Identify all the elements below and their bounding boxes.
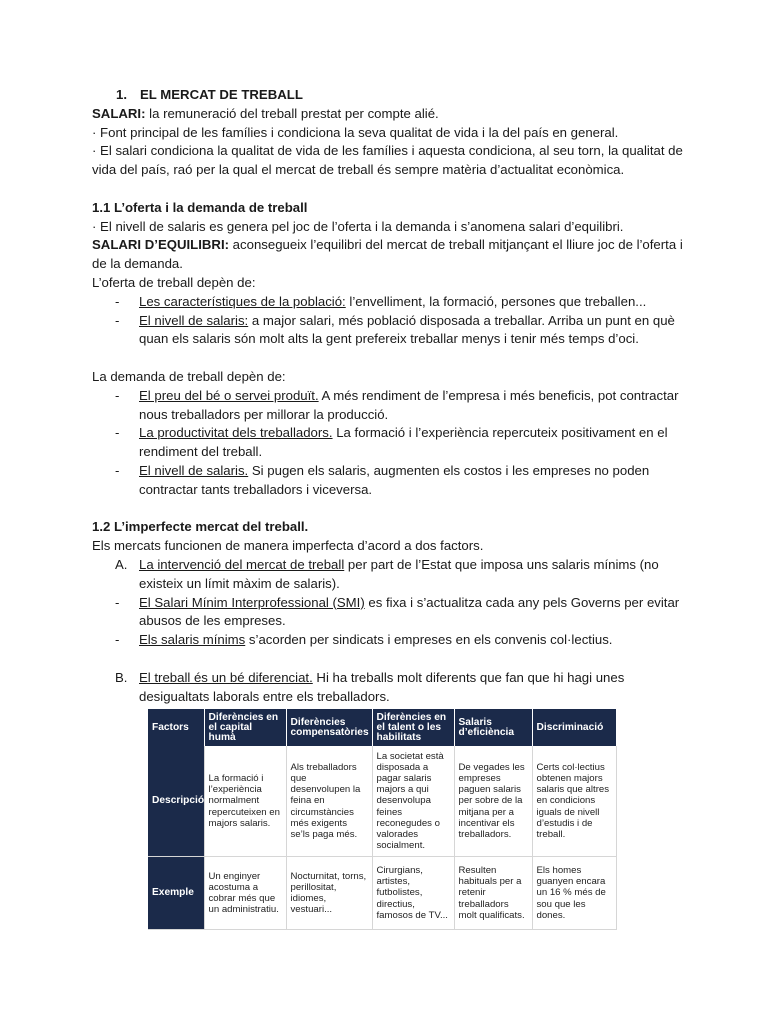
document-body <box>92 86 682 706</box>
oferta-item <box>92 293 682 312</box>
demanda-item-text: Si pugen els salaris, augmenten els costos i les empreses no poden <box>248 462 650 478</box>
table-header-cell: Salaris d’eficiència <box>454 709 532 746</box>
table-cell: Resulten habituals per a retenir treballadors molt qualificats. <box>454 857 532 930</box>
factors-table <box>148 709 617 930</box>
table-row-label: Descripció <box>148 746 204 857</box>
salari-equilibri-definition <box>92 236 682 255</box>
factor-a-item-term: Els salaris mínims <box>139 632 246 648</box>
factor-a-item-term: El Salari Mínim Interprofessional (SMI) <box>139 594 365 610</box>
table-row <box>148 746 616 857</box>
salari-equilibri-continuation: de la demanda. <box>92 256 183 272</box>
factor-a <box>92 556 682 575</box>
table-cell: Cirurgians, artistes, futbolistes, directius, famosos de TV... <box>372 857 454 930</box>
factor-a-item-continuation: abusos de les empreses. <box>139 613 286 629</box>
table-cell: De vegades les empreses paguen salaris per sobre de la mitjana per a incentivar els treballadors. <box>454 746 532 857</box>
demanda-item-continuation: rendiment del treball. <box>139 444 263 460</box>
dash-marker: - <box>115 632 120 648</box>
demanda-item-text: La formació i l’experiència repercuteix positivament en el <box>332 425 668 441</box>
demanda-item-term: El nivell de salaris. <box>139 462 249 478</box>
demanda-item-continuation: nous treballadors per millorar la producció. <box>139 406 389 422</box>
table-cell: Un enginyer acostuma a cobrar més que un administratiu. <box>204 857 286 930</box>
demanda-item-text: A més rendiment de l’empresa i més beneficis, pot contractar <box>318 387 679 403</box>
factor-b-marker: B. <box>115 669 128 685</box>
table-cell: La societat està disposada a pagar salaris majors a qui desenvolupa feines reconegudes o valorades socialment. <box>372 746 454 857</box>
demanda-item <box>92 424 682 443</box>
table-cell: Els homes guanyen encara un 16 % més de sou que les dones. <box>532 857 616 930</box>
oferta-item-term: Les característiques de la població: <box>139 293 346 309</box>
table-header-cell: Factors <box>148 709 204 746</box>
demanda-item <box>92 387 682 406</box>
salari-definition <box>92 105 682 124</box>
dash-marker: - <box>115 312 120 328</box>
oferta-item <box>92 312 682 331</box>
dash-marker: - <box>115 293 120 309</box>
oferta-item-text: l’envelliment, la formació, persones que treballen... <box>345 293 647 309</box>
table-cell: La formació i l’experiència normalment repercuteixen en majors salaris. <box>204 746 286 857</box>
oferta-item-text: a major salari, més població disposada a treballar. Arriba un punt en què <box>248 312 675 328</box>
section-1-number: 1. <box>116 87 127 102</box>
section-1-bullet-1: · Font principal de les famílies i condiciona la seva qualitat de vida i la del país en general. <box>92 124 619 140</box>
factor-a-continuation: existeix un límit màxim de salaris). <box>139 575 340 591</box>
factor-b-continuation: desigualtats laborals entre els treballadors. <box>139 688 390 704</box>
table-cell: Certs col·lectius obtenen majors salaris que altres en condicions iguals de nivell d’estudis i de treball. <box>532 746 616 857</box>
factor-b <box>92 669 682 688</box>
table-cell: Als treballadors que desenvolupen la feina en circumstàncies més exigents se’ls paga més. <box>286 746 372 857</box>
salari-equilibri-label: SALARI D’EQUILIBRI: <box>92 237 230 253</box>
demanda-item-continuation: contractar tants treballadors i viceversa. <box>139 481 373 497</box>
factor-a-item-text: es fixa i s’actualitza cada any pels Governs per evitar <box>364 594 680 610</box>
table-header-cell: Diferències compensatòries <box>286 709 372 746</box>
section-1-bullet-2-line-2: vida del país, raó per la qual el mercat de treball és sempre matèria d’actualitat econòmica. <box>92 162 625 178</box>
factor-a-marker: A. <box>115 556 128 572</box>
section-1-heading <box>92 86 682 105</box>
oferta-item-term: El nivell de salaris: <box>139 312 249 328</box>
salari-equilibri-text: aconsegueix l’equilibri del mercat de treball mitjançant el lliure joc de l’oferta i <box>229 237 683 253</box>
table-header-cell: Diferències en el talent o les habilitats <box>372 709 454 746</box>
dash-marker: - <box>115 462 120 478</box>
factor-a-term: La intervenció del mercat de treball <box>139 556 345 572</box>
dash-marker: - <box>115 387 120 403</box>
demanda-item-term: La productivitat dels treballadors. <box>139 425 333 441</box>
factor-a-item <box>92 594 682 613</box>
factor-b-term: El treball és un bé diferenciat. <box>139 669 313 685</box>
table-cell: Nocturnitat, torns, perillositat, idiomes, vestuari... <box>286 857 372 930</box>
demanda-item-term: El preu del bé o servei produït. <box>139 387 319 403</box>
table-header-cell: Discriminació <box>532 709 616 746</box>
dash-marker: - <box>115 425 120 441</box>
section-1-1-heading: 1.1 L’oferta i la demanda de treball <box>92 199 308 215</box>
factor-a-item <box>92 631 682 650</box>
table-header-row <box>148 709 616 746</box>
table-header-cell: Diferències en el capital humà <box>204 709 286 746</box>
oferta-item-continuation: quan els salaris són molt alts la gent prefereix treballar menys i tenir més temps d’oci. <box>139 331 639 347</box>
section-1-bullet-2-line-1: · El salari condiciona la qualitat de vida de les famílies i aquesta condiciona, al seu torn, la qualitat de <box>92 143 683 159</box>
table-row <box>148 857 616 930</box>
salari-text: la remuneració del treball prestat per compte alié. <box>145 105 439 121</box>
table-row-label: Exemple <box>148 857 204 930</box>
dash-marker: - <box>115 594 120 610</box>
factor-a-text: per part de l’Estat que imposa uns salaris mínims (no <box>344 556 659 572</box>
oferta-intro: L’oferta de treball depèn de: <box>92 274 256 290</box>
section-1-title: EL MERCAT DE TREBALL <box>140 87 303 102</box>
section-1-2-intro: Els mercats funcionen de manera imperfecta d’acord a dos factors. <box>92 538 484 554</box>
section-1-1-paragraph: · El nivell de salaris es genera pel joc de l’oferta i la demanda i s’anomena salari d’equilibri. <box>92 218 624 234</box>
factor-a-item-text: s’acorden per sindicats i empreses en els convenis col·lectius. <box>245 632 613 648</box>
demanda-item <box>92 462 682 481</box>
section-1-2-heading: 1.2 L’imperfecte mercat del treball. <box>92 519 309 535</box>
demanda-intro: La demanda de treball depèn de: <box>92 368 286 384</box>
factor-b-text: Hi ha treballs molt diferents que fan que hi hagi unes <box>312 669 625 685</box>
salari-label: SALARI: <box>92 105 146 121</box>
